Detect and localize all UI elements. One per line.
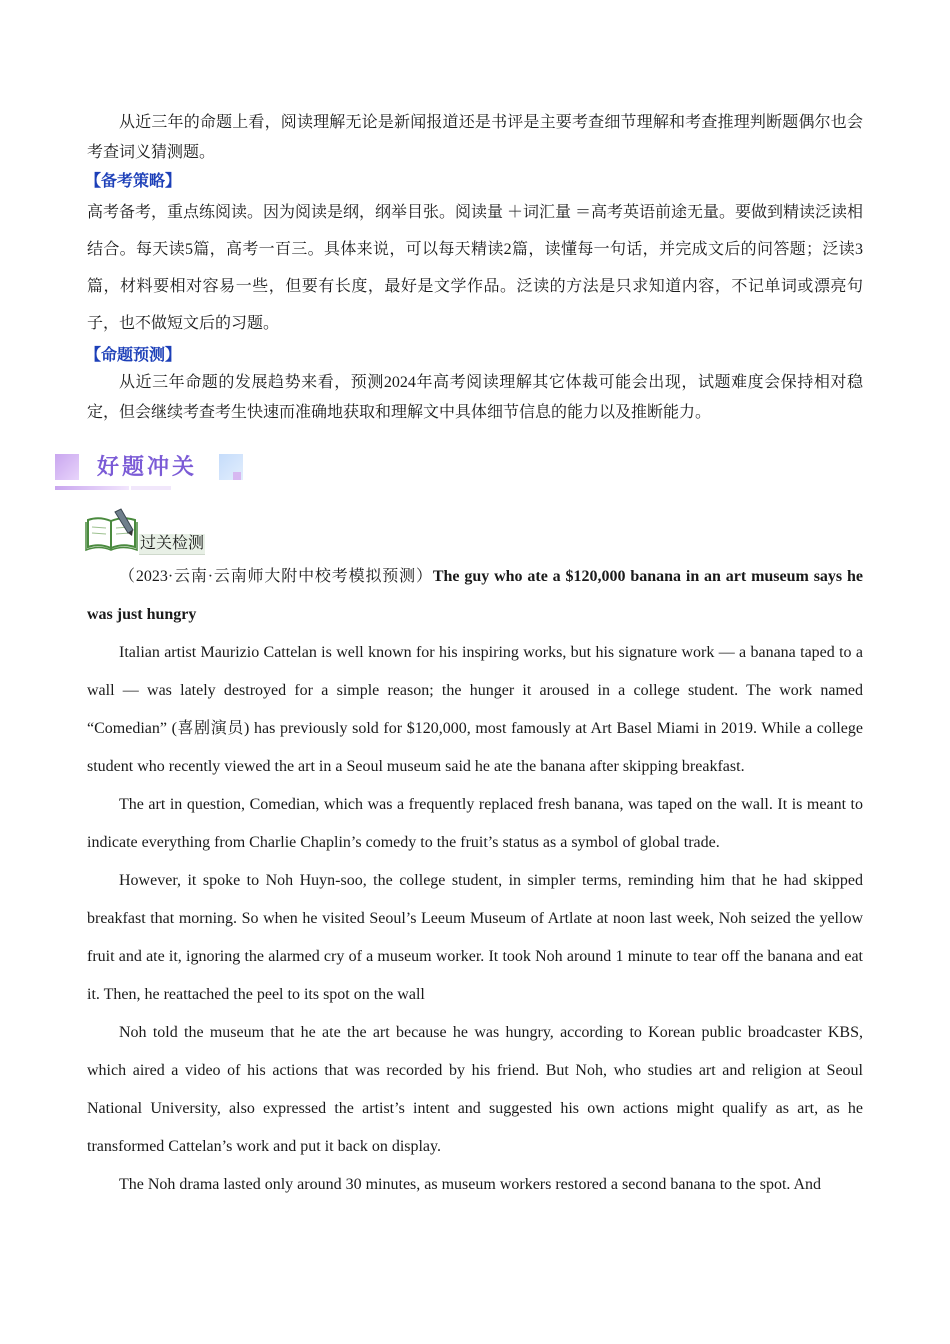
check-row xyxy=(87,508,863,554)
strategy-heading: 【备考策略】 xyxy=(85,173,182,190)
document-page xyxy=(87,108,863,1204)
article-paragraph-4: Noh told the museum that he ate the art because he was hungry, according to Korean public broadcaster KBS, which aired a video of his actions that was recorded by his friend. But Noh, who studies art and religion at Seoul National University, also expressed the artist’s intent and suggested his own actions might qualify as art, as he transformed Cattelan’s work and put it back on display. xyxy=(87,1024,863,1155)
check-label: 过关检测 xyxy=(139,534,205,555)
article-paragraph-5: The Noh drama lasted only around 30 minutes, as museum workers restored a second banana to the spot. And xyxy=(119,1176,822,1193)
prediction-heading: 【命题预测】 xyxy=(85,347,182,364)
article-paragraph-2: The art in question, Comedian, which was a frequently replaced fresh banana, was taped on the wall. It is meant to indicate everything from Charlie Chaplin’s comedy to the fruit’s status as a symbol of global trade. xyxy=(87,796,863,851)
article-title: The guy who ate a $120,000 banana in an art museum says he was just hungry xyxy=(87,568,863,623)
article-paragraph-3: However, it spoke to Noh Huyn-soo, the college student, in simpler terms, reminding him that he had skipped breakfast that morning. So when he visited Seoul’s Leeum Museum of Artlate at noon last week, Noh seized the yellow fruit and ate it, ignoring the alarmed cry of a museum worker. It took Noh around 1 minute to tear off the banana and eat it. Then, he reattached the peel to its spot on the wall xyxy=(87,872,863,1003)
banner-underline xyxy=(55,486,129,490)
section-banner xyxy=(55,444,255,496)
prediction-paragraph: 从近三年命题的发展趋势来看，预测2024年高考阅读理解其它体裁可能会出现，试题难度会保持相对稳定，但会继续考查考生快速而准确地获取和理解文中具体细节信息的能力以及推断能力。 xyxy=(87,374,863,421)
banner-square-accent xyxy=(233,472,241,480)
intro-paragraph: 从近三年的命题上看，阅读理解无论是新闻报道还是书评是主要考查细节理解和考查推理判断题偶尔也会考查词义猜测题。 xyxy=(87,114,863,161)
open-book-pencil-icon xyxy=(85,508,139,552)
banner-underline-fade xyxy=(131,486,171,490)
section-title: 好题冲关 xyxy=(97,455,198,480)
article-source: （2023·云南·云南师大附中校考模拟预测） xyxy=(119,568,433,585)
article-source-line xyxy=(87,558,863,634)
article-paragraph-1: Italian artist Maurizio Cattelan is well known for his inspiring works, but his signature work — a banana taped to a wall — was lately destroyed for a simple reason; the hunger it aroused in a college student. The work named “Comedian” (喜剧演员) has previously sold for $120,000, most famously at Art Basel Miami in 2019. While a college student who recently viewed the art in a Seoul museum said he ate the banana after skipping breakfast. xyxy=(87,644,863,775)
banner-square-left xyxy=(55,454,79,480)
strategy-paragraph: 高考备考，重点练阅读。因为阅读是纲，纲举目张。阅读量 ＋词汇量 ＝高考英语前途无量。要做到精读泛读相结合。每天读5篇，高考一百三。具体来说，可以每天精读2篇，读懂每一句话，并完成文后的问答题；泛读3篇，材料要相对容易一些，但要有长度，最好是文学作品。泛读的方法是只求知道内容，不记单词或漂亮句子，也不做短文后的习题。 xyxy=(87,204,864,332)
